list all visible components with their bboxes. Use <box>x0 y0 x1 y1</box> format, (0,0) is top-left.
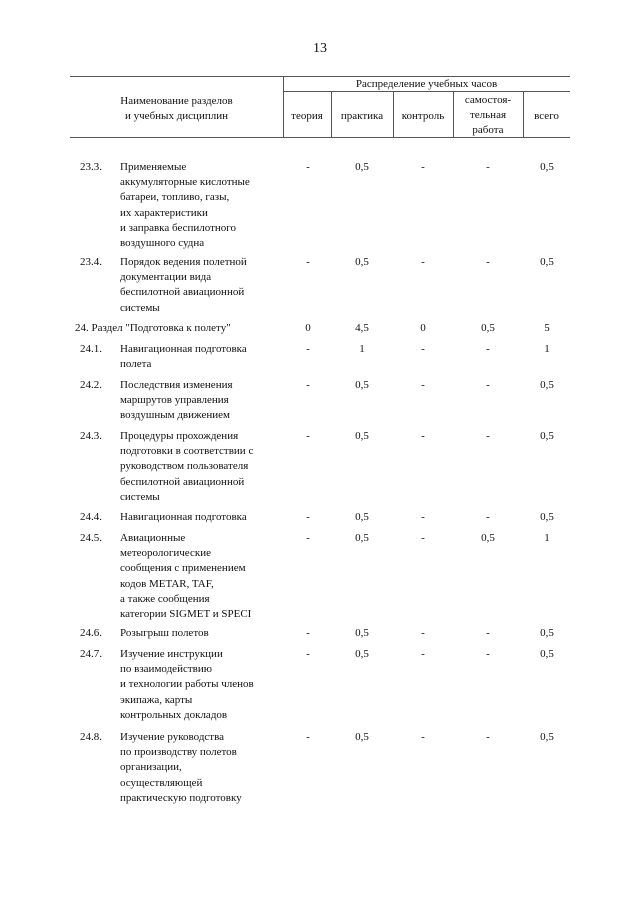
row-number: 23.3. <box>80 161 102 173</box>
discipline-name: Последствия изменения маршрутов управления воздушным движением <box>120 379 233 422</box>
hours-cell: - <box>486 379 490 391</box>
header-group-label: Распределение учебных часов <box>355 78 498 90</box>
hours-cell: - <box>486 256 490 268</box>
hours-cell: - <box>306 430 310 442</box>
hours-cell: 0,5 <box>355 430 369 442</box>
hours-cell: 0,5 <box>481 532 495 544</box>
hours-cell: - <box>306 343 310 355</box>
hours-cell: - <box>306 161 310 173</box>
row-number: 24.7. <box>80 648 102 660</box>
hours-cell: 1 <box>359 343 365 355</box>
hours-cell: - <box>486 161 490 173</box>
hours-cell: 0,5 <box>355 627 369 639</box>
hours-cell: 0,5 <box>540 648 554 660</box>
hours-cell: - <box>306 511 310 523</box>
discipline-name: Навигационная подготовка полета <box>120 343 247 371</box>
row-number: 24.6. <box>80 627 102 639</box>
hours-cell: 0 <box>420 322 426 334</box>
row-number: 24.1. <box>80 343 102 355</box>
discipline-name: Изучение инструкции по взаимодействию и технологии работы членов экипажа, карты контрольных докладов <box>120 648 254 721</box>
hours-cell: - <box>421 256 425 268</box>
hours-cell: 0,5 <box>540 430 554 442</box>
row-number: 24.5. <box>80 532 102 544</box>
header-name-column: Наименование разделов и учебных дисциплин <box>120 95 233 122</box>
page-number: 13 <box>313 41 327 56</box>
hours-cell: 0,5 <box>540 731 554 743</box>
discipline-name: Изучение руководства по производству полетов организации, осуществляющей практическую подготовку <box>120 731 242 804</box>
hours-cell: - <box>421 379 425 391</box>
hours-cell: 0,5 <box>540 379 554 391</box>
hours-cell: - <box>306 627 310 639</box>
hours-cell: 0,5 <box>481 322 495 334</box>
hours-cell: - <box>421 161 425 173</box>
hours-cell: - <box>486 343 490 355</box>
hours-cell: - <box>421 648 425 660</box>
row-number: 23.4. <box>80 256 102 268</box>
header-col-total: всего <box>534 110 559 122</box>
hours-cell: - <box>421 430 425 442</box>
hours-cell: - <box>306 532 310 544</box>
hours-cell: 0 <box>305 322 311 334</box>
header-col-practice: практика <box>340 110 384 122</box>
hours-cell: 0,5 <box>355 161 369 173</box>
discipline-name: Процедуры прохождения подготовки в соответствии с руководством пользователя беспилотной авиационной системы <box>120 430 254 503</box>
hours-cell: - <box>306 648 310 660</box>
hours-cell: 4,5 <box>355 322 369 334</box>
hours-cell: - <box>486 627 490 639</box>
row-number: 24.2. <box>80 379 102 391</box>
row-number: 24.4. <box>80 511 102 523</box>
hours-cell: 5 <box>544 322 550 334</box>
discipline-name: Порядок ведения полетной документации вида беспилотной авиационной системы <box>120 256 247 314</box>
hours-cell: - <box>486 648 490 660</box>
hours-cell: - <box>421 731 425 743</box>
row-number: 24.3. <box>80 430 102 442</box>
hours-cell: 0,5 <box>355 256 369 268</box>
hours-cell: 0,5 <box>355 731 369 743</box>
discipline-name: Применяемые аккумуляторные кислотные батареи, топливо, газы, их характеристики и заправка беспилотного воздушного судна <box>120 161 250 250</box>
hours-cell: - <box>486 430 490 442</box>
hours-cell: - <box>421 511 425 523</box>
header-col-self-study: самостоя- тельная работа <box>464 94 512 136</box>
hours-cell: 0,5 <box>540 511 554 523</box>
hours-cell: - <box>486 511 490 523</box>
discipline-name: Навигационная подготовка <box>120 511 247 523</box>
section-title: 24. Раздел "Подготовка к полету" <box>75 322 231 334</box>
discipline-name: Розыгрыш полетов <box>120 627 209 639</box>
hours-cell: - <box>421 627 425 639</box>
header-col-theory: теория <box>291 110 323 122</box>
hours-cell: 0,5 <box>355 532 369 544</box>
hours-cell: - <box>306 731 310 743</box>
hours-cell: - <box>421 532 425 544</box>
header-col-control: контроль <box>401 110 445 122</box>
hours-cell: 0,5 <box>355 648 369 660</box>
hours-cell: 0,5 <box>355 379 369 391</box>
discipline-name: Авиационные метеорологические сообщения с применением кодов METAR, TAF, а также сообщения категории SIGMET и SPECI <box>120 532 252 621</box>
hours-cell: 1 <box>544 532 550 544</box>
hours-cell: 0,5 <box>355 511 369 523</box>
hours-cell: - <box>306 256 310 268</box>
hours-cell: - <box>306 379 310 391</box>
hours-cell: 1 <box>544 343 550 355</box>
row-number: 24.8. <box>80 731 102 743</box>
hours-cell: - <box>421 343 425 355</box>
hours-cell: 0,5 <box>540 256 554 268</box>
hours-cell: - <box>486 731 490 743</box>
hours-cell: 0,5 <box>540 161 554 173</box>
hours-cell: 0,5 <box>540 627 554 639</box>
